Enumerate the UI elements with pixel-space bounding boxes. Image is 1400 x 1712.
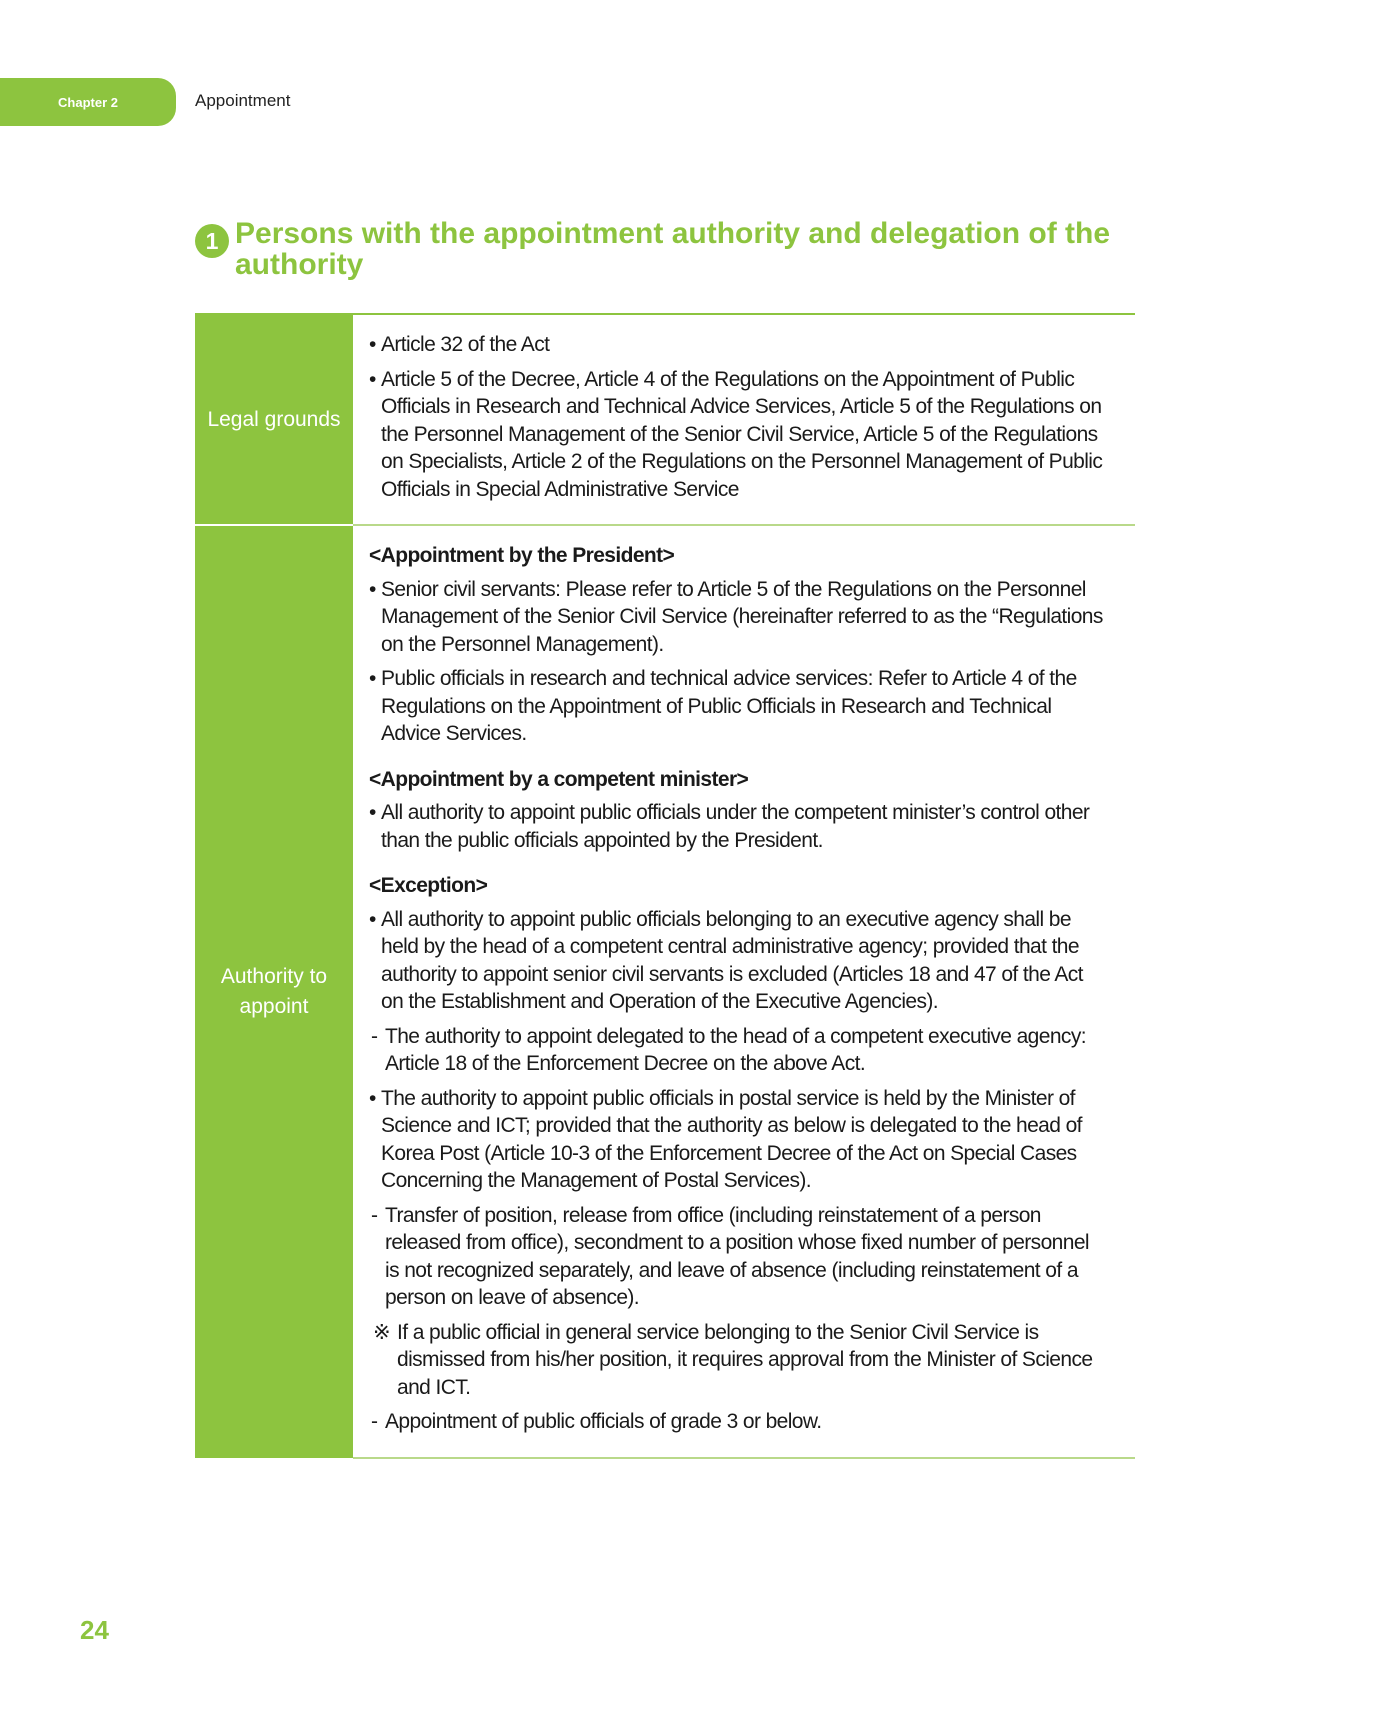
exception-note-text: If a public official in general service belonging to the Senior Civil Service is dismissed from his/her position, it requires approval from the Minister of Science and ICT.	[397, 1320, 1093, 1399]
bullet-marker: •	[369, 333, 376, 356]
legal-ground-text: Article 5 of the Decree, Article 4 of the Regulations on the Appointment of Public Officials in Research and Technical Advice Services, Article 5 of the Regulations on the Personnel Management of the Senior Civil Service, Article 5 of the Regulations on Specialists, Article 2 of the Regulations on the Personnel Management of Public Officials in Special Administrative Service	[381, 367, 1103, 501]
authority-label-text: Authority to appoint	[220, 964, 328, 1018]
minister-item-text: All authority to appoint public officials under the competent minister’s control other than the public officials appointed by the President.	[381, 801, 1090, 852]
chapter-label: Chapter 2	[58, 94, 118, 110]
dash-marker: -	[371, 1410, 378, 1433]
dash-marker: -	[371, 1203, 378, 1227]
authority-body	[353, 525, 1135, 1458]
running-title: Appointment	[195, 91, 291, 110]
exception-subitem-text: Appointment of public officials of grade 3 or below.	[385, 1410, 822, 1433]
exception-subitem-text: Transfer of position, release from office (including reinstatement of a person released from office), secondment to a position whose fixed number of personnel is not recognized separately, and leave of absence (including reinstatement of a person on leave of absence).	[385, 1203, 1089, 1309]
page-number: 24	[80, 1615, 109, 1645]
president-heading: <Appointment by the President>	[369, 544, 675, 567]
list-item	[369, 331, 1105, 359]
list-item	[369, 1319, 1105, 1402]
list-item	[369, 1023, 1105, 1078]
president-item-text: Senior civil servants: Please refer to Article 5 of the Regulations on the Personnel Management of the Senior Civil Service (hereinafter referred to as the “Regulations on the Personnel Management).	[381, 577, 1103, 656]
president-item-text: Public officials in research and technical advice services: Refer to Article 4 of the Regulations on the Appointment of Public Officials in Research and Technical Advice Services.	[381, 667, 1077, 745]
dash-marker: -	[371, 1024, 378, 1048]
authority-label	[195, 525, 353, 1458]
section-title	[195, 218, 1140, 280]
bullet-marker: •	[369, 367, 376, 391]
bullet-marker: •	[369, 1086, 376, 1110]
list-item	[369, 1085, 1105, 1195]
bullet-marker: •	[369, 667, 376, 690]
section-title-text: Persons with the appointment authority and delegation of the authority	[235, 217, 1111, 281]
reference-mark-icon: ※	[373, 1320, 390, 1344]
list-item	[369, 366, 1105, 504]
list-item	[369, 799, 1105, 854]
minister-heading: <Appointment by a competent minister>	[369, 767, 749, 791]
table-row-legal-grounds	[195, 314, 1135, 525]
exception-heading: <Exception>	[369, 874, 488, 897]
bullet-marker: •	[369, 801, 376, 824]
table-row-authority	[195, 525, 1135, 1458]
list-item	[369, 1408, 1105, 1436]
legal-grounds-body	[353, 314, 1135, 525]
exception-item-text: All authority to appoint public officials belonging to an executive agency shall be held by the head of a competent central administrative agency; provided that the authority to appoint senior civil servants is excluded (Articles 18 and 47 of the Act on the Establishment and Operation of the Executive Agencies).	[381, 907, 1083, 1013]
list-item	[369, 665, 1105, 748]
legal-grounds-label: Legal grounds	[195, 314, 353, 525]
list-item	[369, 1202, 1105, 1312]
bullet-marker: •	[369, 907, 376, 931]
content-table	[195, 313, 1135, 1459]
exception-subitem-text: The authority to appoint delegated to the head of a competent executive agency: Article 18 of the Enforcement Decree on the above Act.	[385, 1024, 1086, 1075]
chapter-tab	[0, 78, 176, 126]
section-number-badge: 1	[195, 224, 229, 258]
exception-item-text: The authority to appoint public officials in postal service is held by the Minister of Science and ICT; provided that the authority as below is delegated to the head of Korea Post (Article 10-3 of the Enforcement Decree of the Act on Special Cases Concerning the Management of Postal Services).	[381, 1086, 1082, 1192]
list-item	[369, 576, 1105, 659]
list-item	[369, 906, 1105, 1016]
bullet-marker: •	[369, 577, 376, 601]
legal-ground-text: Article 32 of the Act	[381, 333, 550, 356]
